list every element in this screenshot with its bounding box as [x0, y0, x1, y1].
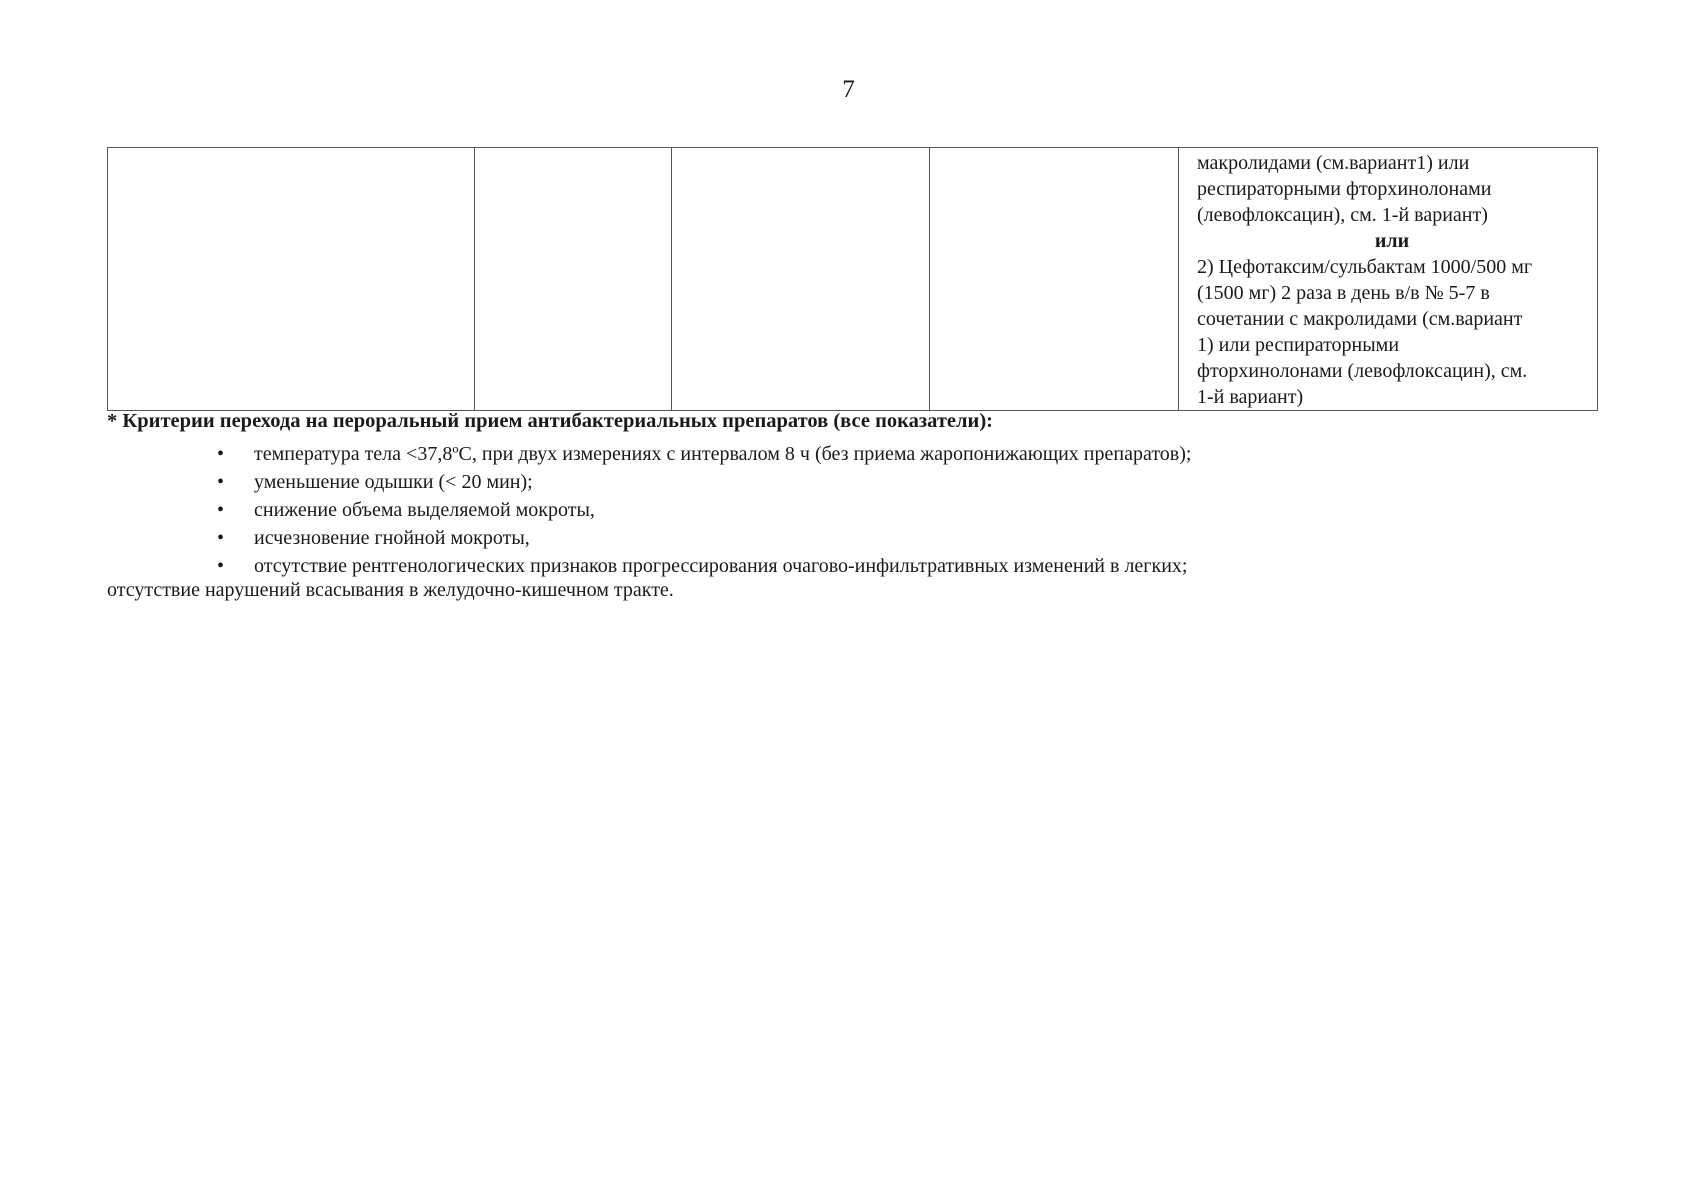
table-row — [108, 148, 1598, 411]
treatment-line: 1) или респираторными — [1197, 334, 1400, 356]
bullet-icon: • — [217, 471, 225, 493]
list-item — [217, 468, 1191, 496]
criteria-text: снижение объема выделяемой мокроты, — [254, 499, 595, 521]
criteria-text: исчезновение гнойной мокроты, — [254, 527, 530, 549]
table-cell-empty-2 — [475, 148, 672, 411]
criteria-text: температура тела <37,8ºС, при двух измерениях с интервалом 8 ч (без приема жаропонижающих препаратов); — [254, 443, 1192, 465]
bullet-icon: • — [217, 527, 225, 549]
treatment-line: фторхинолонами (левофлоксацин), см. — [1197, 360, 1528, 382]
table-cell-treatment-text — [1179, 148, 1598, 411]
treatment-line: 1-й вариант) — [1197, 386, 1304, 408]
or-separator: или — [1374, 230, 1410, 252]
list-item — [217, 552, 1191, 580]
list-item — [217, 440, 1191, 468]
footnote-title: * Критерии перехода на пероральный прием антибактериальных препаратов (все показатели): — [107, 410, 993, 432]
treatment-line: макролидами (см.вариант1) или — [1197, 152, 1470, 174]
page-number: 7 — [842, 76, 855, 103]
list-item — [217, 524, 1191, 552]
list-item — [217, 496, 1191, 524]
treatment-line: (1500 мг) 2 раза в день в/в № 5-7 в — [1197, 282, 1490, 304]
treatment-line: респираторными фторхинолонами — [1197, 178, 1492, 200]
criteria-text: уменьшение одышки (< 20 мин); — [254, 471, 533, 493]
bullet-icon: • — [217, 555, 225, 577]
treatment-line: 2) Цефотаксим/сульбактам 1000/500 мг — [1197, 256, 1533, 278]
bullet-icon: • — [217, 443, 225, 465]
table-cell-empty-4 — [930, 148, 1179, 411]
final-criterion-line: отсутствие нарушений всасывания в желудочно-кишечном тракте. — [107, 579, 674, 601]
criteria-text: отсутствие рентгенологических признаков прогрессирования очагово-инфильтративных изменений в легких; — [254, 555, 1188, 577]
table-cell-empty-3 — [672, 148, 930, 411]
bullet-icon: • — [217, 499, 225, 521]
treatment-line: (левофлоксацин), см. 1-й вариант) — [1197, 204, 1488, 226]
continued-table — [107, 147, 1598, 411]
criteria-list — [217, 440, 1191, 580]
table-cell-empty-1 — [108, 148, 475, 411]
treatment-line: сочетании с макролидами (см.вариант — [1197, 308, 1523, 330]
